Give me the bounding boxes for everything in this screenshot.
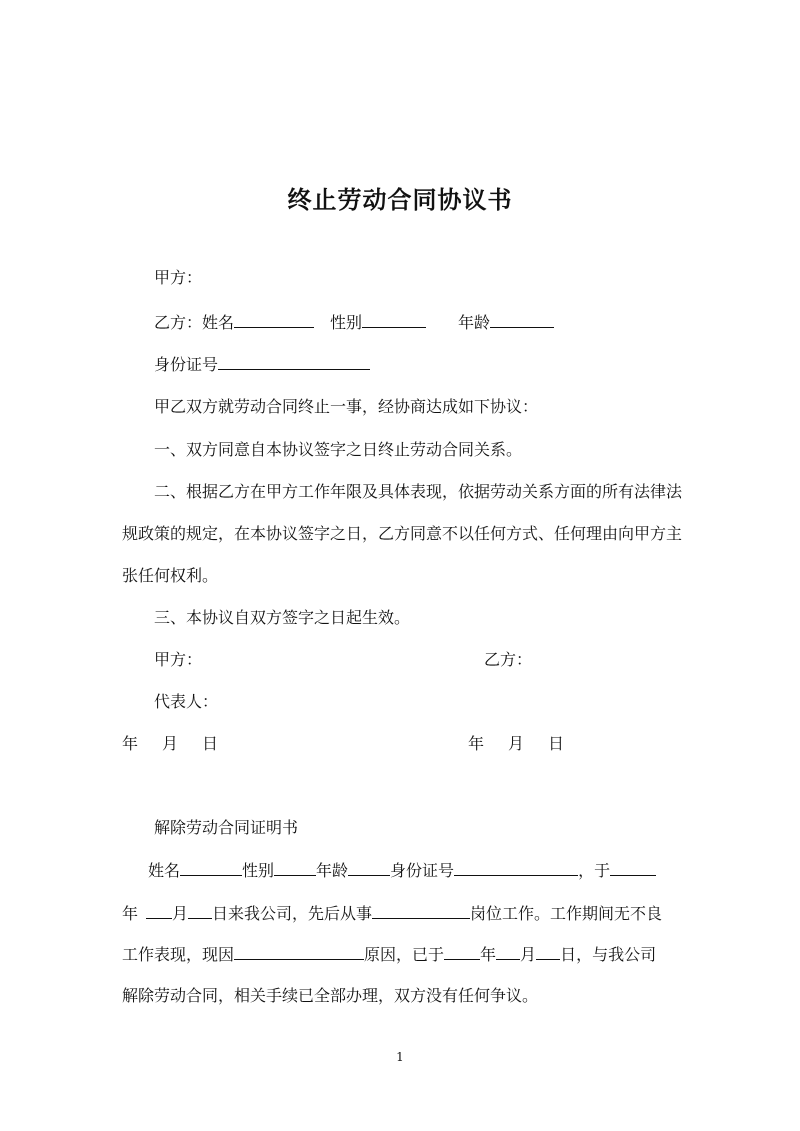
name-blank <box>234 312 314 328</box>
cert-age-label: 年龄 <box>316 861 349 880</box>
cert-line-4: 解除劳动合同，相关手续已全部办理，双方没有任何争议。 <box>122 986 539 1005</box>
clause-2-line-3: 张任何权利。 <box>122 566 219 585</box>
age-label: 年龄 <box>458 313 491 332</box>
intro-text: 甲乙双方就劳动合同终止一事，经协商达成如下协议： <box>154 397 539 416</box>
cert-l3-month-blank <box>496 944 520 960</box>
clause-2-line-1: 二、根据乙方在甲方工作年限及具体表现，依据劳动关系方面的所有法律法 <box>154 482 683 501</box>
party-b-prefix: 乙方： <box>154 313 203 332</box>
gender-label: 性别 <box>330 313 363 332</box>
cert-month-label: 月 <box>172 904 189 923</box>
cert-l3-day-blank <box>536 944 560 960</box>
document-title: 终止劳动合同协议书 <box>287 185 513 214</box>
cert-l3-year-blank <box>444 944 480 960</box>
clause-2-line-2: 规政策的规定，在本协议签字之日，乙方同意不以任何方式、任何理由向甲方主 <box>122 524 683 543</box>
date-right-month: 月 <box>508 734 525 753</box>
cert-line-2 <box>122 903 662 924</box>
cert-l3-month: 月 <box>520 945 537 964</box>
page-number: 1 <box>396 1050 404 1064</box>
id-label: 身份证号 <box>154 355 219 374</box>
date-right-day: 日 <box>548 734 565 753</box>
cert-day-text: 日来我公司，先后从事 <box>212 904 373 923</box>
date-left-day: 日 <box>202 734 219 753</box>
date-left <box>122 734 218 754</box>
age-blank <box>490 312 554 328</box>
sign-representative: 代表人： <box>154 692 219 711</box>
cert-id-blank <box>454 860 578 876</box>
cert-l3-year: 年 <box>480 945 497 964</box>
gender-blank <box>362 312 426 328</box>
cert-reason-blank <box>234 944 364 960</box>
cert-post-blank <box>372 903 470 919</box>
date-left-month: 月 <box>162 734 179 753</box>
id-line <box>154 354 370 375</box>
cert-gender-blank <box>274 860 316 876</box>
cert-at-text: ，于 <box>578 861 611 880</box>
date-right <box>468 734 564 754</box>
cert-date-blank <box>610 860 656 876</box>
clause-3: 三、本协议自双方签字之日起生效。 <box>154 608 411 627</box>
clause-1: 一、双方同意自本协议签字之日终止劳动合同关系。 <box>154 440 523 459</box>
cert-month-blank <box>146 903 172 919</box>
cert-name-blank <box>180 860 242 876</box>
cert-day-blank <box>188 903 212 919</box>
party-a-label: 甲方： <box>154 268 203 287</box>
certificate-title: 解除劳动合同证明书 <box>154 818 299 837</box>
cert-year-label: 年 <box>122 904 139 923</box>
cert-l3-prefix: 工作表现，现因 <box>122 945 235 964</box>
cert-l3-day-text: 日，与我公司 <box>560 945 657 964</box>
cert-line-1 <box>148 860 656 881</box>
id-blank <box>218 354 370 370</box>
cert-reason-text: 原因，已于 <box>364 945 445 964</box>
cert-line-3 <box>122 944 656 965</box>
cert-id-label: 身份证号 <box>390 861 455 880</box>
cert-post-text: 岗位工作。工作期间无不良 <box>470 904 663 923</box>
cert-name-label: 姓名 <box>148 861 181 880</box>
date-right-year: 年 <box>468 734 485 753</box>
sign-party-a: 甲方： <box>154 650 203 669</box>
name-label: 姓名 <box>202 313 235 332</box>
cert-age-blank <box>348 860 390 876</box>
sign-party-b: 乙方： <box>484 650 533 669</box>
party-b-line <box>154 312 554 333</box>
cert-gender-label: 性别 <box>242 861 275 880</box>
date-left-year: 年 <box>122 734 139 753</box>
